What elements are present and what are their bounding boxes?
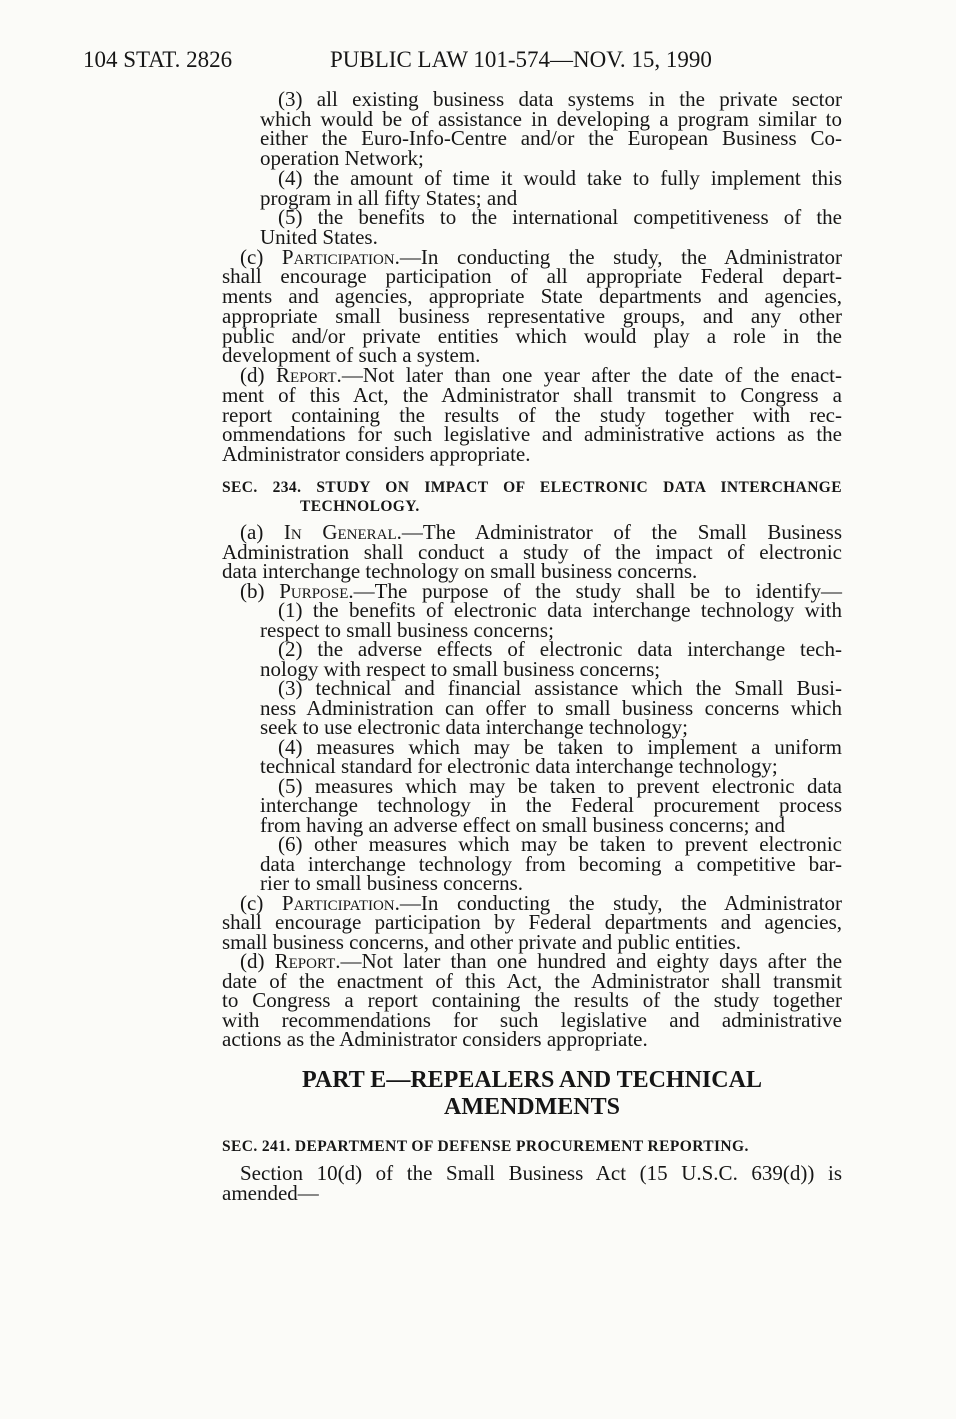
subsection-label: (a) (240, 520, 264, 545)
text-line: United States. (260, 225, 378, 250)
text-line: public and/or private entities which would play a role in the (222, 323, 842, 348)
text-line: appropriate small business representative groups, and any other (222, 303, 842, 328)
text-line: program in all fifty States; and (260, 185, 518, 210)
item-5 (222, 773, 842, 837)
heading-line: SEC. 241. DEPARTMENT OF DEFENSE PROCUREMENT REPORTING. (222, 1137, 749, 1155)
subsection-c-participation (222, 890, 842, 954)
subsection-a-in-general (222, 520, 843, 584)
subsection-text: —In conducting the study, the Administrator (399, 890, 842, 915)
heading-line: TECHNOLOGY. (300, 497, 420, 515)
text-line: to Congress a report containing the results of the study together (222, 988, 842, 1013)
item-4 (222, 734, 842, 779)
text-line: small business concerns, and other private and public entities. (222, 929, 742, 954)
text-line: Section 10(d) of the Small Business Act (15 U.S.C. 639(d)) is (240, 1161, 842, 1185)
text-line: interchange technology in the Federal procurement process (260, 793, 842, 818)
subsection-label: (c) (240, 244, 264, 269)
text-line: (3) technical and financial assistance which the Small Busi- (278, 676, 842, 701)
text-line: Administrator considers appropriate. (222, 441, 531, 466)
running-title: PUBLIC LAW 101-574—NOV. 15, 1990 (330, 47, 712, 72)
text-line: respect to small business concerns; (260, 617, 554, 642)
item-4 (222, 165, 842, 210)
item-6 (222, 832, 842, 896)
subsection-d-report (222, 363, 843, 466)
text-line: from having an adverse effect on small business concerns; and (260, 812, 786, 837)
subsection-heading: Participation. (281, 244, 400, 269)
text-line: with recommendations for such legislative and administrative (222, 1007, 842, 1032)
text-line: (3) all existing business data systems in the private sector (278, 87, 842, 111)
text-line: (2) the adverse effects of electronic data interchange tech- (278, 637, 842, 662)
subsection-label: (c) (240, 890, 264, 915)
text-line: seek to use electronic data interchange technology; (260, 715, 688, 740)
text-line: data interchange technology from becoming a competitive bar- (260, 851, 842, 876)
text-line: report containing the results of the study together with rec- (222, 402, 842, 427)
subsection-text: —In conducting the study, the Administrator (399, 244, 842, 269)
subsection-d-report (222, 949, 843, 1052)
text-line: (4) measures which may be taken to implement a uniform (278, 734, 842, 759)
subsection-heading: In General. (283, 520, 402, 545)
text-line: operation Network; (260, 146, 424, 171)
text-line: shall encourage participation by Federal departments and agencies, (222, 910, 842, 935)
section-234-body (222, 520, 843, 1052)
text-line: development of such a system. (222, 343, 481, 368)
text-line: (5) measures which may be taken to prevent electronic data (278, 773, 842, 798)
text-line: data interchange technology on small business concerns. (222, 559, 698, 584)
text-line: (5) the benefits to the international competitiveness of the (278, 205, 842, 230)
subsection-heading: Report. (275, 363, 342, 388)
text-line: ment of this Act, the Administrator shall transmit to Congress a (222, 382, 842, 407)
heading-line: AMENDMENTS (443, 1093, 620, 1120)
subsection-label: (d) (240, 949, 265, 974)
text-line: nology with respect to small business concerns; (260, 656, 661, 681)
text-line: ness Administration can offer to small business concerns which (260, 695, 842, 720)
text-line: technical standard for electronic data interchange technology; (260, 754, 778, 779)
subsection-label: (b) (240, 578, 265, 603)
item-1 (222, 598, 842, 642)
subsection-text: —The purpose of the study shall be to identify— (353, 578, 842, 603)
text-line: date of the enactment of this Act, the Administrator shall transmit (222, 968, 842, 993)
subsection-text: —The Administrator of the Small Business (401, 520, 843, 545)
text-line: either the Euro-Info-Centre and/or the European Business Co- (260, 126, 842, 151)
text-line: ments and agencies, appropriate State departments and agencies, (222, 284, 842, 309)
text-line: (4) the amount of time it would take to fully implement this (278, 165, 842, 190)
text-line: amended— (222, 1181, 319, 1205)
subsection-c-participation (222, 244, 842, 368)
part-e-heading (222, 1067, 842, 1121)
subsection-heading: Participation. (281, 890, 400, 915)
heading-line: SEC. 234. STUDY ON IMPACT OF ELECTRONIC DATA INTERCHANGE (222, 478, 842, 496)
text-line: shall encourage participation of all appropriate Federal depart- (222, 264, 842, 289)
subsection-label: (d) (240, 363, 265, 388)
section-234-heading (222, 478, 842, 516)
text-line: which would be of assistance in developing a program similar to (260, 106, 842, 131)
subsection-text: —Not later than one hundred and eighty days after the (340, 949, 843, 974)
section-241-heading (222, 1137, 842, 1156)
text-line: actions as the Administrator considers appropriate. (222, 1027, 648, 1052)
item-3 (222, 676, 842, 740)
item-2 (222, 637, 842, 681)
stat-page-number: 104 STAT. 2826 (83, 47, 233, 72)
item-3 (222, 87, 842, 171)
section-241-body (222, 1163, 842, 1203)
text-line: (1) the benefits of electronic data interchange technology with (278, 598, 842, 623)
text-line: ommendations for such legislative and administrative actions as the (222, 422, 842, 447)
heading-line: PART E—REPEALERS AND TECHNICAL (302, 1066, 762, 1093)
text-line: Administration shall conduct a study of the impact of electronic (222, 539, 842, 564)
text-line: (6) other measures which may be taken to prevent electronic (278, 832, 842, 857)
text-line: rier to small business concerns. (260, 871, 524, 896)
subsection-text: —Not later than one year after the date of the enact- (341, 363, 843, 388)
item-5 (222, 205, 842, 250)
section-233-continued (222, 87, 843, 466)
subsection-heading: Report. (274, 949, 341, 974)
subsection-heading: Purpose. (279, 578, 354, 603)
